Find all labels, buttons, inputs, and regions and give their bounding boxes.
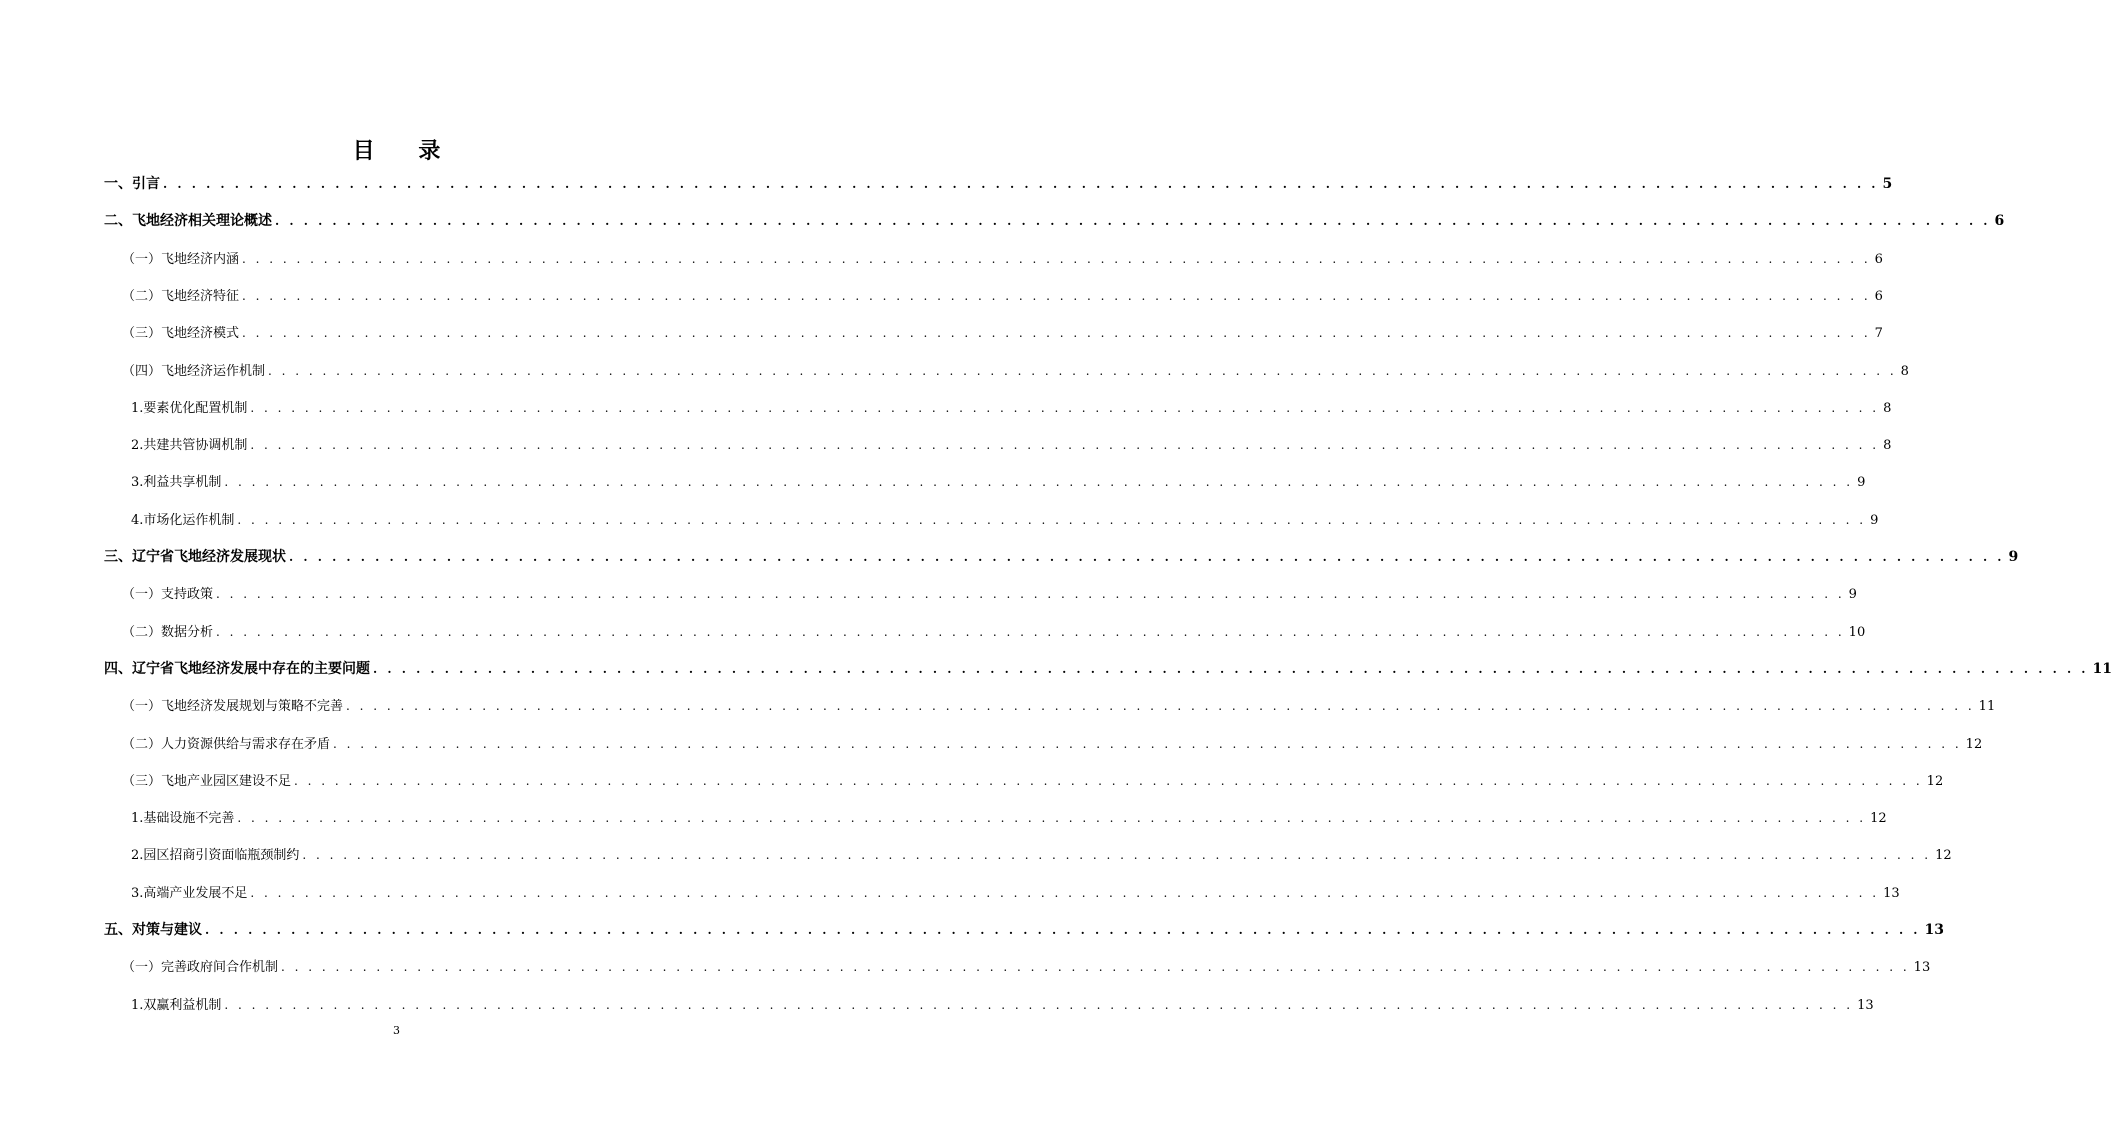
toc-entry[interactable]	[122, 732, 1983, 756]
toc-entry-page: 13	[1857, 997, 1874, 1013]
toc-entry[interactable]	[131, 881, 1900, 905]
toc-entry-label: 4.市场化运作机制	[131, 512, 235, 528]
toc-leader-dots: . . . . . . . . . . . . . . . . . . . . . . . . . . . . . . . . . . . . . . . . . . . . . . . . . . . . . . . . . . . . . . . . . . . . . . . . . . . . . . . . . . . . . . . . . . . . . . . . . . . . . . . . . . . . . . . . . . . . . . . .	[205, 923, 1921, 937]
toc-entry[interactable]	[122, 620, 1866, 644]
toc-entry-label: 3.高端产业发展不足	[131, 885, 248, 901]
toc-leader-dots: . . . . . . . . . . . . . . . . . . . . . . . . . . . . . . . . . . . . . . . . . . . . . . . . . . . . . . . . . . . . . . . . . . . . . . . . . . . . . . . . . . . . . . . . . . . . . . . . . . . . . . . . . . . . . . . . . . . . . . . .	[250, 400, 1880, 415]
toc-entry-page: 7	[1874, 326, 1883, 342]
toc-entry[interactable]	[131, 470, 1866, 494]
toc-entry-label: 2.园区招商引资面临瓶颈制约	[131, 848, 300, 864]
toc-entry-page: 6	[1874, 251, 1883, 267]
toc-entry-label: （一）完善政府间合作机制	[122, 960, 279, 976]
toc-entry-page: 8	[1900, 363, 1909, 379]
toc-entry-label: （四）飞地经济运作机制	[122, 363, 266, 379]
toc-entry-label: 3.利益共享机制	[131, 475, 222, 491]
toc-entry[interactable]	[131, 396, 1892, 420]
toc-leader-dots: . . . . . . . . . . . . . . . . . . . . . . . . . . . . . . . . . . . . . . . . . . . . . . . . . . . . . . . . . . . . . . . . . . . . . . . . . . . . . . . . . . . . . . . . . . . . . . . . . . . . . . . . . . . . . . . . . . . . . . . .	[250, 885, 1880, 900]
toc-entry-page: 8	[1883, 438, 1892, 454]
toc-entry-label: 2.共建共管协调机制	[131, 438, 248, 454]
toc-entry-label: 四、辽宁省飞地经济发展中存在的主要问题	[104, 660, 370, 677]
toc-leader-dots: . . . . . . . . . . . . . . . . . . . . . . . . . . . . . . . . . . . . . . . . . . . . . . . . . . . . . . . . . . . . . . . . . . . . . . . . . . . . . . . . . . . . . . . . . . . . . . . . . . . . . . . . . . . . . . . . . . . . . . . .	[289, 550, 2005, 564]
toc-entry-page: 9	[1857, 475, 1866, 491]
toc-leader-dots: . . . . . . . . . . . . . . . . . . . . . . . . . . . . . . . . . . . . . . . . . . . . . . . . . . . . . . . . . . . . . . . . . . . . . . . . . . . . . . . . . . . . . . . . . . . . . . . . . . . . . . . . . . . . . . . . . . . . . . . .	[281, 960, 1910, 975]
toc-entry-page: 12	[1935, 848, 1952, 864]
toc-entry-page: 5	[1882, 176, 1893, 192]
toc-entry-label: 五、对策与建议	[104, 922, 202, 938]
page-title: 目 录	[352, 138, 459, 164]
toc-leader-dots: . . . . . . . . . . . . . . . . . . . . . . . . . . . . . . . . . . . . . . . . . . . . . . . . . . . . . . . . . . . . . . . . . . . . . . . . . . . . . . . . . . . . . . . . . . . . . . . . . . . . . . . . . . . . . . . . . . . . . . . .	[294, 773, 1923, 788]
toc-entry[interactable]	[131, 843, 1952, 867]
toc-entry[interactable]	[122, 247, 1883, 271]
toc-entry[interactable]	[122, 582, 1857, 606]
toc-entry-label: （二）飞地经济特征	[122, 288, 240, 304]
toc-leader-dots: . . . . . . . . . . . . . . . . . . . . . . . . . . . . . . . . . . . . . . . . . . . . . . . . . . . . . . . . . . . . . . . . . . . . . . . . . . . . . . . . . . . . . . . . . . . . . . . . . . . . . . . . . . . . . . . . . . . . . . . .	[242, 326, 1871, 341]
toc-entry-page: 9	[2008, 549, 2019, 565]
toc-leader-dots: . . . . . . . . . . . . . . . . . . . . . . . . . . . . . . . . . . . . . . . . . . . . . . . . . . . . . . . . . . . . . . . . . . . . . . . . . . . . . . . . . . . . . . . . . . . . . . . . . . . . . . . . . . . . . . . . . . . . . . . .	[373, 661, 2089, 676]
toc-leader-dots: . . . . . . . . . . . . . . . . . . . . . . . . . . . . . . . . . . . . . . . . . . . . . . . . . . . . . . . . . . . . . . . . . . . . . . . . . . . . . . . . . . . . . . . . . . . . . . . . . . . . . . . . . . . . . . . . . . . . . . . .	[250, 438, 1880, 453]
toc-leader-dots: . . . . . . . . . . . . . . . . . . . . . . . . . . . . . . . . . . . . . . . . . . . . . . . . . . . . . . . . . . . . . . . . . . . . . . . . . . . . . . . . . . . . . . . . . . . . . . . . . . . . . . . . . . . . . . . . . . . . . . . .	[216, 587, 1845, 602]
toc-leader-dots: . . . . . . . . . . . . . . . . . . . . . . . . . . . . . . . . . . . . . . . . . . . . . . . . . . . . . . . . . . . . . . . . . . . . . . . . . . . . . . . . . . . . . . . . . . . . . . . . . . . . . . . . . . . . . . . . . . . . . . . .	[237, 811, 1867, 826]
toc-entry-label: （三）飞地产业园区建设不足	[122, 773, 292, 789]
toc-entry[interactable]	[131, 433, 1892, 457]
toc-entry-label: （二）人力资源供给与需求存在矛盾	[122, 736, 331, 752]
toc-leader-dots: . . . . . . . . . . . . . . . . . . . . . . . . . . . . . . . . . . . . . . . . . . . . . . . . . . . . . . . . . . . . . . . . . . . . . . . . . . . . . . . . . . . . . . . . . . . . . . . . . . . . . . . . . . . . . . . . . . . . . . . .	[275, 214, 1991, 229]
toc-entry-page: 6	[1994, 213, 2005, 230]
toc-entry[interactable]	[104, 209, 2005, 233]
toc-leader-dots: . . . . . . . . . . . . . . . . . . . . . . . . . . . . . . . . . . . . . . . . . . . . . . . . . . . . . . . . . . . . . . . . . . . . . . . . . . . . . . . . . . . . . . . . . . . . . . . . . . . . . . . . . . . . . . . . . . . . . . . .	[216, 624, 1845, 639]
toc-entry[interactable]	[131, 806, 1887, 830]
toc-entry[interactable]	[131, 508, 1879, 532]
toc-entry-page: 8	[1883, 400, 1892, 416]
toc-entry-label: 一、引言	[104, 176, 160, 192]
toc-entry-label: 1.双赢利益机制	[131, 997, 222, 1013]
toc-entry-page: 11	[2092, 660, 2112, 677]
toc-leader-dots: . . . . . . . . . . . . . . . . . . . . . . . . . . . . . . . . . . . . . . . . . . . . . . . . . . . . . . . . . . . . . . . . . . . . . . . . . . . . . . . . . . . . . . . . . . . . . . . . . . . . . . . . . . . . . . . . . . . . . . . .	[237, 512, 1867, 527]
toc-leader-dots: . . . . . . . . . . . . . . . . . . . . . . . . . . . . . . . . . . . . . . . . . . . . . . . . . . . . . . . . . . . . . . . . . . . . . . . . . . . . . . . . . . . . . . . . . . . . . . . . . . . . . . . . . . . . . . . . . . . . . . . .	[163, 177, 1879, 191]
toc-entry-label: （二）数据分析	[122, 624, 214, 640]
toc-entry-label: 1.要素优化配置机制	[131, 400, 248, 416]
page-number: 3	[393, 1024, 400, 1037]
toc-entry-page: 9	[1870, 512, 1879, 528]
toc-leader-dots: . . . . . . . . . . . . . . . . . . . . . . . . . . . . . . . . . . . . . . . . . . . . . . . . . . . . . . . . . . . . . . . . . . . . . . . . . . . . . . . . . . . . . . . . . . . . . . . . . . . . . . . . . . . . . . . . . . . . . . . .	[268, 363, 1897, 378]
toc-entry[interactable]	[122, 321, 1883, 345]
toc-entry[interactable]	[122, 694, 1996, 718]
toc-entry-label: 三、辽宁省飞地经济发展现状	[104, 549, 286, 565]
toc-entry-label: 二、飞地经济相关理论概述	[104, 213, 272, 230]
toc-entry[interactable]	[104, 545, 2019, 569]
toc-entry-page: 10	[1848, 624, 1866, 640]
toc-entry[interactable]	[104, 918, 1944, 942]
toc-entry-page: 13	[1924, 922, 1944, 938]
toc-entry-page: 12	[1965, 736, 1983, 752]
toc-entry[interactable]	[104, 657, 2112, 681]
toc-entry[interactable]	[122, 769, 1944, 793]
toc-entry-page: 6	[1874, 288, 1883, 304]
toc-entry[interactable]	[122, 359, 1909, 383]
toc-entry-page: 9	[1848, 587, 1857, 603]
toc-entry-label: （一）飞地经济内涵	[122, 251, 240, 267]
toc-entry[interactable]	[104, 172, 1893, 196]
toc-leader-dots: . . . . . . . . . . . . . . . . . . . . . . . . . . . . . . . . . . . . . . . . . . . . . . . . . . . . . . . . . . . . . . . . . . . . . . . . . . . . . . . . . . . . . . . . . . . . . . . . . . . . . . . . . . . . . . . . . . . . . . . .	[302, 848, 1932, 863]
toc-entry[interactable]	[122, 284, 1883, 308]
toc-entry-page: 11	[1978, 699, 1996, 715]
toc-leader-dots: . . . . . . . . . . . . . . . . . . . . . . . . . . . . . . . . . . . . . . . . . . . . . . . . . . . . . . . . . . . . . . . . . . . . . . . . . . . . . . . . . . . . . . . . . . . . . . . . . . . . . . . . . . . . . . . . . . . . . . . .	[242, 251, 1871, 266]
toc-leader-dots: . . . . . . . . . . . . . . . . . . . . . . . . . . . . . . . . . . . . . . . . . . . . . . . . . . . . . . . . . . . . . . . . . . . . . . . . . . . . . . . . . . . . . . . . . . . . . . . . . . . . . . . . . . . . . . . . . . . . . . . .	[333, 736, 1962, 751]
toc-entry-page: 13	[1913, 960, 1931, 976]
toc-entry-page: 12	[1870, 811, 1887, 827]
toc-entry-label: （一）飞地经济发展规划与策略不完善	[122, 699, 344, 715]
toc-leader-dots: . . . . . . . . . . . . . . . . . . . . . . . . . . . . . . . . . . . . . . . . . . . . . . . . . . . . . . . . . . . . . . . . . . . . . . . . . . . . . . . . . . . . . . . . . . . . . . . . . . . . . . . . . . . . . . . . . . . . . . . .	[346, 699, 1975, 714]
toc-leader-dots: . . . . . . . . . . . . . . . . . . . . . . . . . . . . . . . . . . . . . . . . . . . . . . . . . . . . . . . . . . . . . . . . . . . . . . . . . . . . . . . . . . . . . . . . . . . . . . . . . . . . . . . . . . . . . . . . . . . . . . . .	[224, 475, 1854, 490]
toc-leader-dots: . . . . . . . . . . . . . . . . . . . . . . . . . . . . . . . . . . . . . . . . . . . . . . . . . . . . . . . . . . . . . . . . . . . . . . . . . . . . . . . . . . . . . . . . . . . . . . . . . . . . . . . . . . . . . . . . . . . . . . . .	[224, 997, 1854, 1012]
toc-entry[interactable]	[122, 955, 1931, 979]
toc-entry[interactable]	[131, 993, 1874, 1017]
toc-entry-label: （一）支持政策	[122, 587, 214, 603]
toc-entry-label: 1.基础设施不完善	[131, 811, 235, 827]
toc-entry-page: 13	[1883, 885, 1900, 901]
toc-entry-label: （三）飞地经济模式	[122, 326, 240, 342]
toc-leader-dots: . . . . . . . . . . . . . . . . . . . . . . . . . . . . . . . . . . . . . . . . . . . . . . . . . . . . . . . . . . . . . . . . . . . . . . . . . . . . . . . . . . . . . . . . . . . . . . . . . . . . . . . . . . . . . . . . . . . . . . . .	[242, 288, 1871, 303]
toc-entry-page: 12	[1926, 773, 1944, 789]
